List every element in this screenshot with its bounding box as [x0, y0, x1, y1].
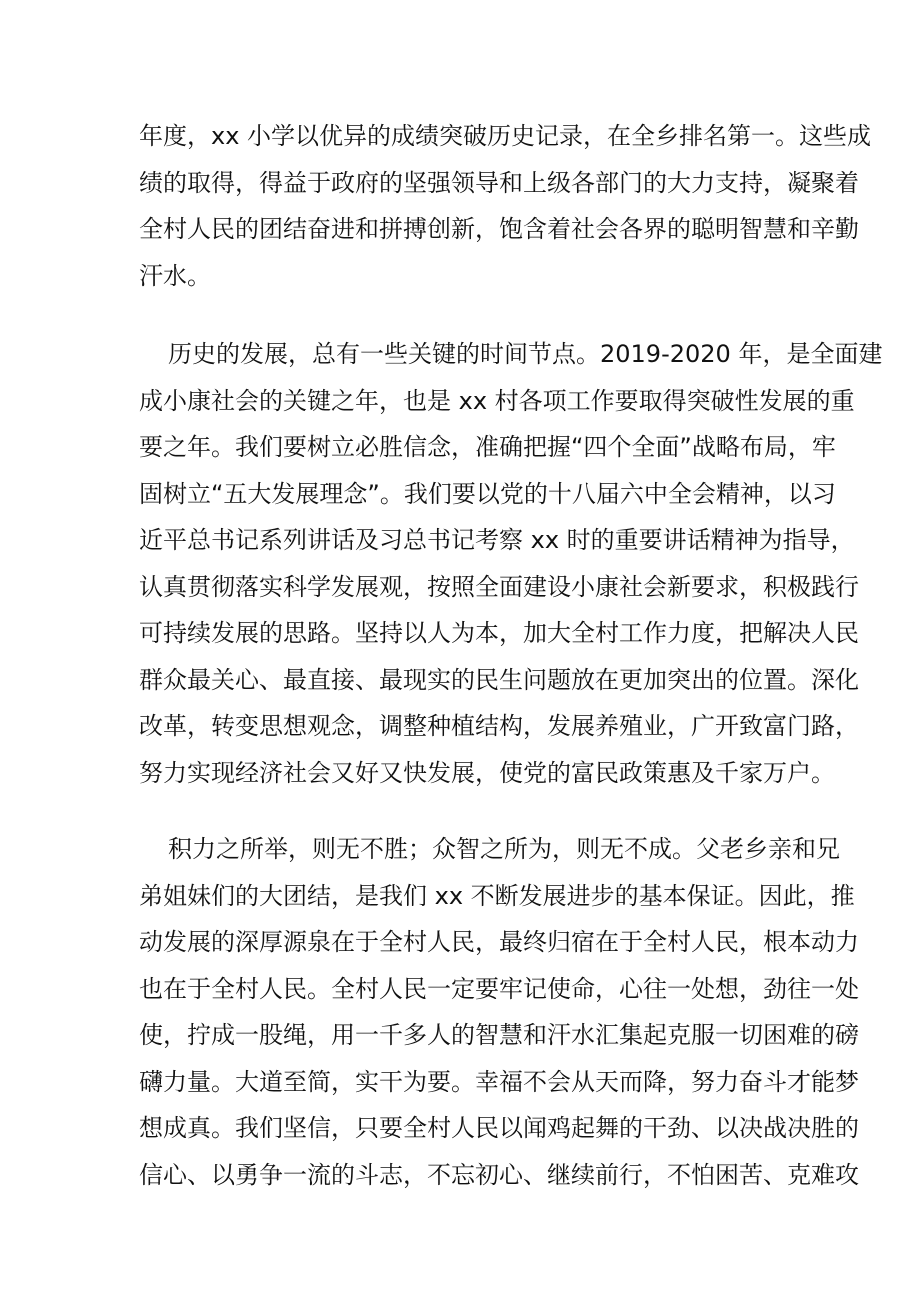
text-line: 改革，转变思想观念，调整种植结构，发展养殖业，广开致富门路， — [139, 712, 859, 740]
text-line: 动发展的深厚源泉在于全村人民，最终归宿在于全村人民，根本动力 — [139, 928, 859, 956]
text-line: 弟姐妹们的大团结，是我们 xx 不断发展进步的基本保证。因此，推 — [139, 881, 855, 910]
text-line: 群众最关心、最直接、最现实的民生问题放在更加突出的位置。深化 — [139, 665, 859, 694]
text-line: 努力实现经济社会又好又快发展，使党的富民政策惠及千家万户。 — [139, 758, 835, 787]
paragraph-2 — [139, 331, 883, 796]
text-line: 想成真。我们坚信，只要全村人民以闻鸡起舞的干劲、以决战决胜的 — [139, 1114, 859, 1142]
paragraph-3 — [139, 826, 859, 1198]
text-line: 可持续发展的思路。坚持以人为本，加大全村工作力度，把解决人民 — [139, 619, 859, 647]
text-line: 认真贯彻落实科学发展观，按照全面建设小康社会新要求，积极践行 — [139, 572, 859, 601]
text-line: 年度，xx 小学以优异的成绩突破历史记录，在全乡排名第一。这些成 — [139, 122, 872, 150]
text-line: 汗水。 — [139, 261, 211, 290]
text-line: 积力之所举，则无不胜；众智之所为，则无不成。父老乡亲和兄 — [168, 835, 840, 863]
text-line: 绩的取得，得益于政府的坚强领导和上级各部门的大力支持，凝聚着 — [139, 168, 859, 197]
text-line: 要之年。我们要树立必胜信念，准确把握“四个全面”战略布局，牢 — [139, 433, 836, 461]
text-line: 也在于全村人民。全村人民一定要牢记使命，心往一处想，劲往一处 — [139, 974, 859, 1003]
text-line: 全村人民的团结奋进和拼搏创新，饱含着社会各界的聪明智慧和辛勤 — [139, 215, 859, 243]
text-line: 礴力量。大道至简，实干为要。幸福不会从天而降，努力奋斗才能梦 — [139, 1067, 859, 1096]
text-line: 使，拧成一股绳，用一千多人的智慧和汗水汇集起克服一切困难的磅 — [139, 1021, 859, 1049]
text-line: 历史的发展，总有一些关键的时间节点。2019-2020 年，是全面建 — [168, 340, 883, 368]
text-line: 成小康社会的关键之年，也是 xx 村各项工作要取得突破性发展的重 — [139, 386, 855, 415]
paragraph-1 — [139, 113, 872, 299]
text-line: 固树立“五大发展理念”。我们要以党的十八届六中全会精神，以习 — [139, 479, 836, 508]
text-line: 近平总书记系列讲话及习总书记考察 xx 时的重要讲话精神为指导， — [139, 526, 855, 554]
text-line: 信心、以勇争一流的斗志，不忘初心、继续前行，不怕困苦、克难攻 — [139, 1160, 859, 1189]
